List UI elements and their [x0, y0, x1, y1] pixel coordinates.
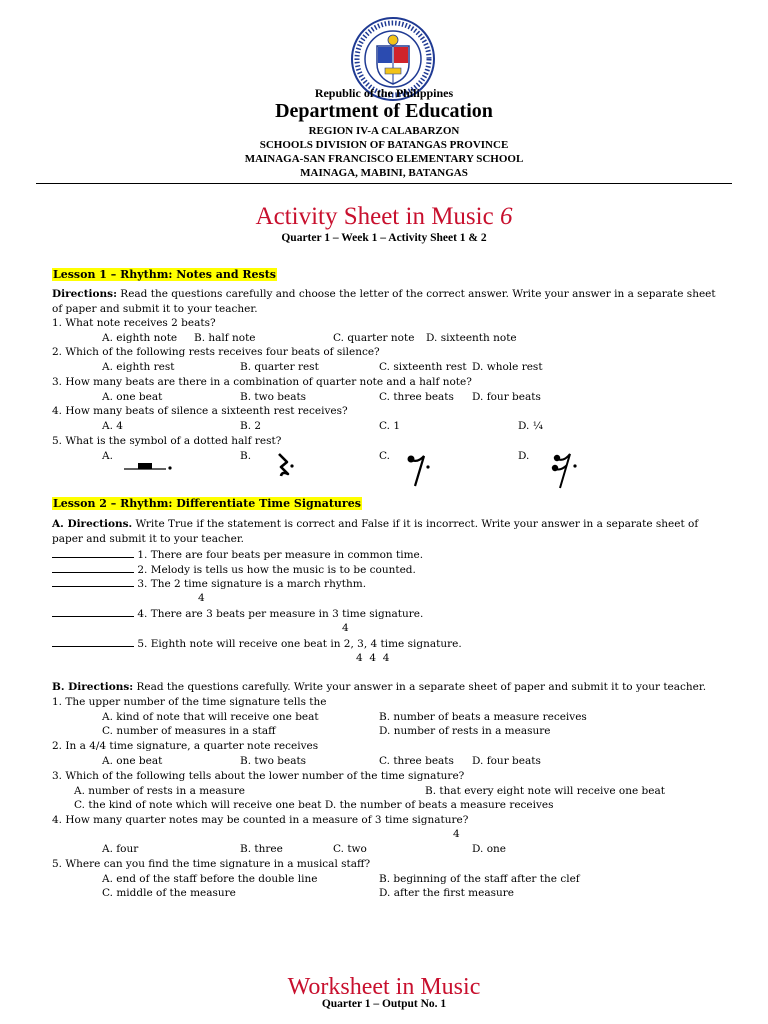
l2-q1-choice-a: A. kind of note that will receive one beat [102, 711, 319, 723]
l1-q3-choice-b: B. two beats [240, 391, 307, 403]
lesson2-heading [52, 492, 362, 511]
l2-question-1: 1. The upper number of the time signature tells the [52, 696, 327, 708]
answer-blank[interactable] [52, 548, 134, 558]
tf-statement: 1. There are four beats per measure in common time. [137, 549, 424, 561]
l1-question-3: 3. How many beats are there in a combination of quarter note and a half note? [52, 376, 472, 388]
l2-question-2: 2. In a 4/4 time signature, a quarter note receives [52, 740, 319, 752]
l1-q2-choice-a: A. eighth rest [102, 361, 175, 373]
a-directions-text: Write True if the statement is correct and False if it is incorrect. Write your answer in a separate sheet of [132, 518, 699, 530]
address-line: MAINAGA, MABINI, BATANGAS [300, 167, 468, 179]
l1-q1-choice-b: B. half note [194, 332, 256, 344]
l1-q2-choice-c: C. sixteenth rest [379, 361, 467, 373]
department-title: Department of Education [275, 100, 493, 122]
tf-item-3 [52, 577, 366, 590]
answer-blank[interactable] [52, 607, 134, 617]
l2-q3-choice-a: A. number of rests in a measure [74, 785, 246, 797]
l2-q1-choice-d: D. number of rests in a measure [379, 725, 551, 737]
b-directions-text: Read the questions carefully. Write your answer in a separate sheet of paper and submit it to your teacher. [133, 681, 707, 693]
tf-item-1 [52, 548, 423, 561]
l1-q4-choice-b: B. 2 [240, 420, 262, 432]
l1-q3-choice-a: A. one beat [102, 391, 163, 403]
l1-q1-choice-c: C. quarter note [333, 332, 415, 344]
lesson2-a-directions [52, 518, 698, 530]
l1-q1-choice-a: A. eighth note [102, 332, 178, 344]
l1-question-5: 5. What is the symbol of a dotted half rest? [52, 435, 282, 447]
l2-q5-choice-c: C. middle of the measure [102, 887, 236, 899]
l1-q4-choice-d: D. ¼ [518, 420, 543, 432]
sixteenth-rest-icon [548, 450, 582, 492]
l2-q4-choice-d: D. one [472, 843, 507, 855]
lesson2-a-directions-line2: paper and submit it to your teacher. [52, 533, 245, 545]
division-line: SCHOOLS DIVISION OF BATANGAS PROVINCE [259, 139, 509, 151]
l1-q5-choice-b: B. [240, 450, 252, 462]
quarter-rest-icon [272, 452, 300, 478]
header-divider [36, 183, 732, 184]
answer-blank[interactable] [52, 563, 134, 573]
l2-question-3: 3. Which of the following tells about the lower number of the time signature? [52, 770, 465, 782]
l1-q1-choice-d: D. sixteenth note [426, 332, 517, 344]
l2-question-4: 4. How many quarter notes may be counted in a measure of 3 time signature? [52, 814, 469, 826]
l1-question-2: 2. Which of the following rests receives four beats of silence? [52, 346, 380, 358]
activity-grade: 6 [499, 203, 513, 230]
l2-q2-choice-a: A. one beat [102, 755, 163, 767]
l1-q5-choice-d: D. [518, 450, 530, 462]
l2-q2-choice-b: B. two beats [240, 755, 307, 767]
l1-q5-choice-a: A. [102, 450, 113, 462]
dotted-half-rest-icon [120, 458, 176, 472]
directions-text: Read the questions carefully and choose the letter of the correct answer. Write your answer in a separate sheet [116, 288, 716, 300]
l2-q3-choice-c-d: C. the kind of note which will receive one beat D. the number of beats a measure receives [74, 799, 554, 811]
republic-line: Republic of the Philippines [314, 86, 454, 100]
answer-blank[interactable] [52, 637, 134, 647]
activity-title-text: Activity Sheet in Music [255, 203, 494, 230]
l1-q3-choice-d: D. four beats [472, 391, 541, 403]
l2-q4-choice-b: B. three [240, 843, 283, 855]
l1-q4-choice-c: C. 1 [379, 420, 401, 432]
l2-q4-denominator: 4 [453, 828, 460, 840]
lesson1-directions-line2: of paper and submit it to your teacher. [52, 303, 258, 315]
l1-question-1: 1. What note receives 2 beats? [52, 317, 216, 329]
l2-q5-choice-a: A. end of the staff before the double line [102, 873, 318, 885]
l2-q4-choice-a: A. four [102, 843, 139, 855]
tf-item-4 [52, 607, 423, 620]
tf-item-5 [52, 637, 462, 650]
lesson1-heading [52, 263, 277, 282]
lesson1-heading-text: Lesson 1 – Rhythm: Notes and Rests [53, 268, 276, 281]
l2-q1-choice-c: C. number of measures in a staff [102, 725, 276, 737]
b-directions-label: B. Directions: [52, 681, 134, 693]
directions-label: Directions: [52, 288, 117, 300]
lesson1-directions [52, 288, 716, 300]
l1-q4-choice-a: A. 4 [102, 420, 123, 432]
school-line: MAINAGA-SAN FRANCISCO ELEMENTARY SCHOOL [244, 153, 524, 165]
l2-q2-choice-c: C. three beats [379, 755, 454, 767]
tf-statement: 3. The 2 time signature is a march rhythm. [137, 578, 367, 590]
tf-4-denominator: 4 [342, 622, 349, 634]
tf-statement: 5. Eighth note will receive one beat in 2, 3, 4 time signature. [137, 638, 462, 650]
tf-statement: 4. There are 3 beats per measure in 3 time signature. [137, 608, 424, 620]
lesson2-b-directions [52, 681, 706, 693]
tf-item-2 [52, 563, 416, 576]
worksheet-title: Worksheet in Music [287, 974, 481, 1000]
l2-q2-choice-d: D. four beats [472, 755, 541, 767]
eighth-rest-icon [404, 450, 434, 490]
l2-q4-choice-c: C. two [333, 843, 367, 855]
worksheet-subtitle: Quarter 1 – Output No. 1 [321, 998, 447, 1010]
l2-q5-choice-b: B. beginning of the staff after the clef [379, 873, 580, 885]
l2-q3-choice-b: B. that every eight note will receive one beat [425, 785, 665, 797]
l1-question-4: 4. How many beats of silence a sixteenth rest receives? [52, 405, 348, 417]
activity-subtitle: Quarter 1 – Week 1 – Activity Sheet 1 & 2 [281, 232, 487, 244]
l1-q5-choice-c: C. [379, 450, 390, 462]
tf-5-denominators: 4 4 4 [356, 652, 390, 664]
lesson2-heading-text: Lesson 2 – Rhythm: Differentiate Time Signatures [53, 497, 361, 510]
l1-q3-choice-c: C. three beats [379, 391, 454, 403]
tf-3-denominator: 4 [198, 592, 205, 604]
l2-q1-choice-b: B. number of beats a measure receives [379, 711, 587, 723]
region-line: REGION IV-A CALABARZON [308, 125, 460, 137]
a-directions-label: A. Directions. [52, 518, 133, 530]
l2-question-5: 5. Where can you find the time signature in a musical staff? [52, 858, 371, 870]
l2-q5-choice-d: D. after the first measure [379, 887, 514, 899]
l1-q2-choice-b: B. quarter rest [240, 361, 319, 373]
activity-title [0, 203, 768, 231]
answer-blank[interactable] [52, 577, 134, 587]
l1-q2-choice-d: D. whole rest [472, 361, 543, 373]
tf-statement: 2. Melody is tells us how the music is to be counted. [137, 564, 416, 576]
